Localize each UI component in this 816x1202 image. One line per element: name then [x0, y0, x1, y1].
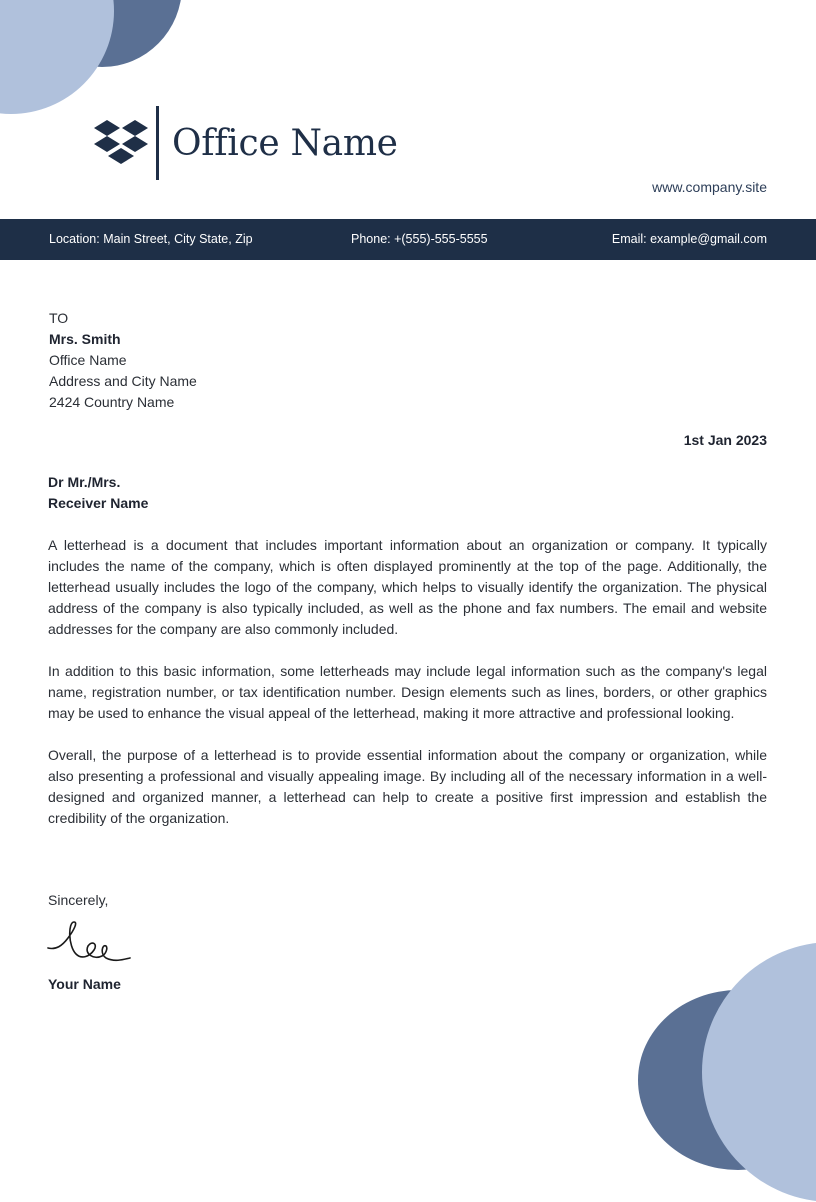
contact-phone[interactable]: Phone: +(555)-555-5555	[351, 232, 488, 246]
logo-divider	[156, 106, 159, 180]
sign-off: Sincerely,	[48, 892, 109, 908]
recipient-office: Office Name	[49, 352, 127, 368]
body-paragraph: A letterhead is a document that includes important information about an organization or company. It typically includes the name of the company, which is often displayed prominently at the top of the page. Additionally, the letterhead usually includes the logo of the company, which helps to visually identify the organization. The physical address of the company is also typically included, as well as the phone and fax numbers. The email and website addresses for the company are also commonly included.	[48, 537, 767, 637]
dropbox-box-icon	[94, 116, 148, 170]
contact-email[interactable]: Email: example@gmail.com	[611, 232, 767, 246]
company-website[interactable]: www.company.site	[652, 179, 767, 195]
contact-location: Location: Main Street, City State, Zip	[49, 232, 253, 246]
body-paragraph: In addition to this basic information, some letterheads may include legal information such as the company's legal name, registration number, or tax identification number. Design elements such as lines, borders, or other graphics may be used to enhance the visual appeal of the letterhead, making it more attractive and professional looking.	[48, 663, 767, 721]
salutation-block	[48, 472, 148, 514]
salutation-receiver: Receiver Name	[48, 495, 149, 511]
recipient-country: 2424 Country Name	[49, 394, 175, 410]
company-logo	[94, 104, 398, 182]
letter-body	[48, 535, 767, 850]
decorative-circle-top-light	[0, 0, 114, 114]
recipient-address: Address and City Name	[49, 373, 197, 389]
letter-date: 1st Jan 2023	[683, 432, 767, 448]
office-name-title: Office Name	[172, 122, 398, 164]
recipient-block	[49, 308, 197, 413]
handwritten-signature-icon	[46, 916, 134, 966]
recipient-to-label: TO	[49, 310, 69, 326]
salutation-title: Dr Mr./Mrs.	[48, 474, 121, 490]
recipient-name: Mrs. Smith	[49, 331, 121, 347]
signer-name: Your Name	[48, 976, 121, 992]
contact-info-bar	[0, 219, 816, 260]
body-paragraph: Overall, the purpose of a letterhead is to provide essential information about the company or organization, while also presenting a professional and visually appealing image. By including all of the necessary information in a well-designed and organized manner, a letterhead can help to create a positive first impression and establish the credibility of the organization.	[48, 747, 767, 826]
